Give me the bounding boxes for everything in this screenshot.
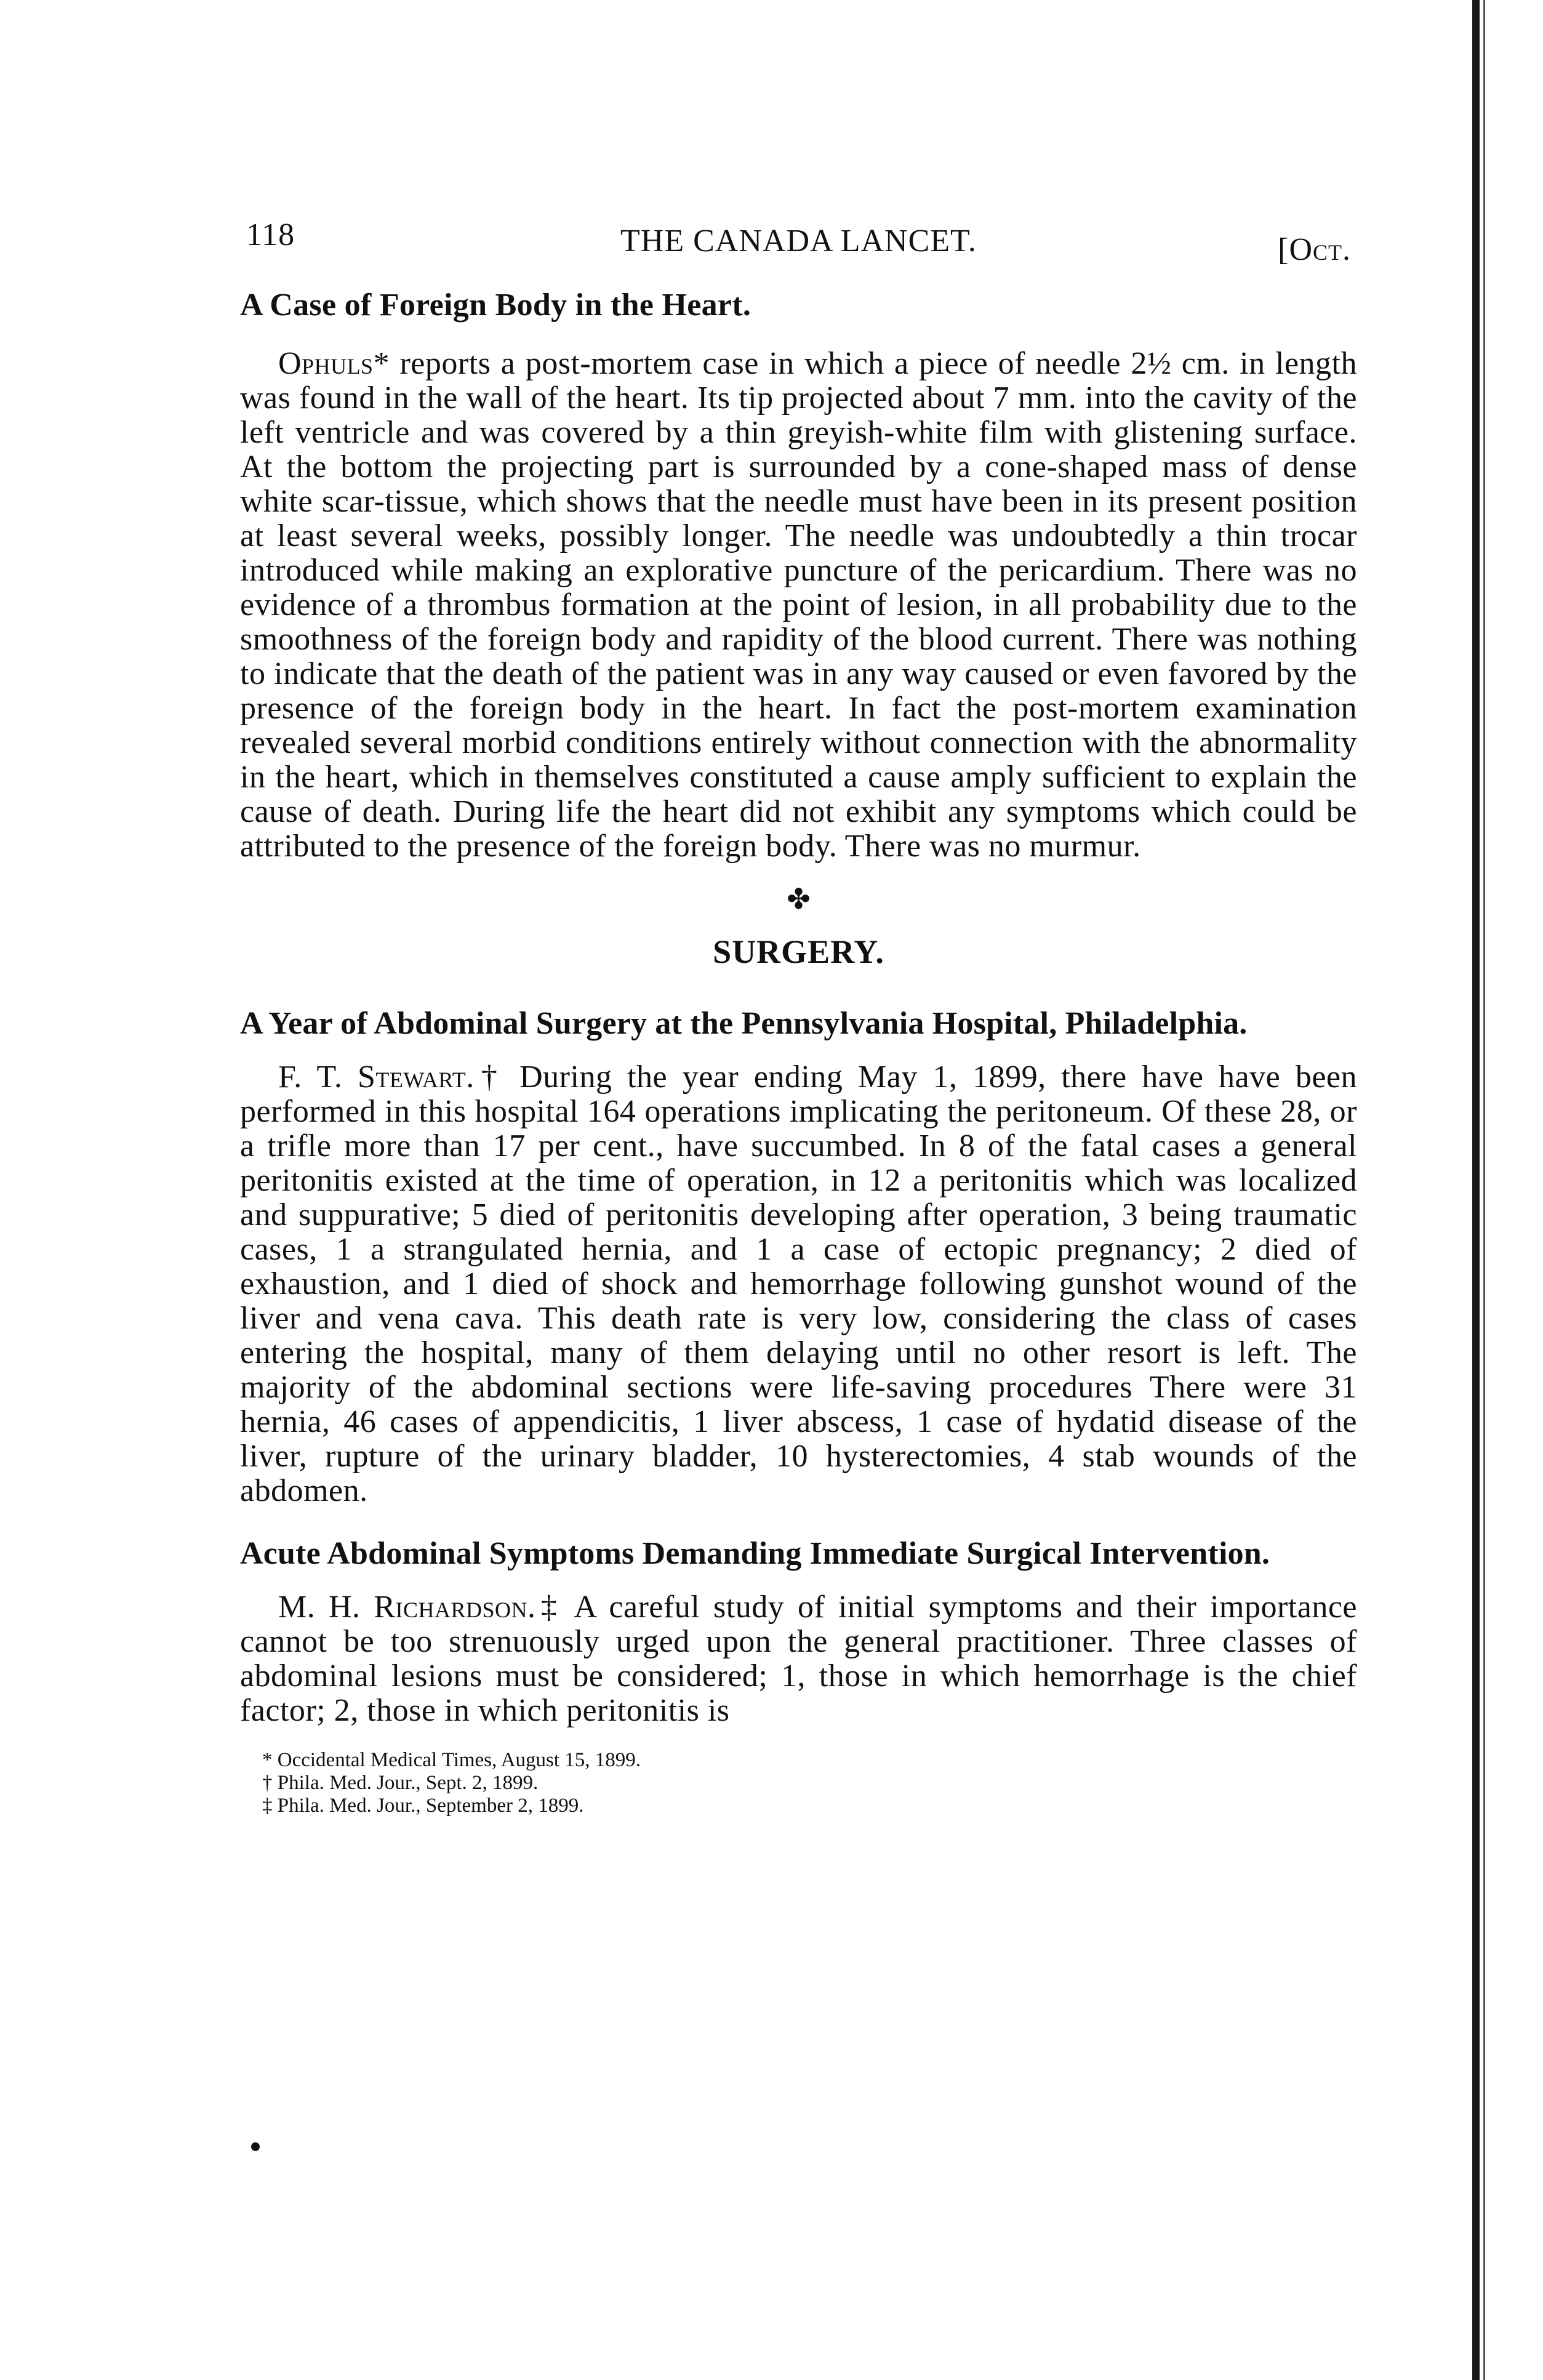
article-author-ophuls: Ophuls*	[278, 346, 390, 381]
footnote-3: ‡ Phila. Med. Jour., September 2, 1899.	[262, 1795, 584, 1817]
section-heading-surgery: SURGERY.	[713, 933, 884, 970]
footnote-2: † Phila. Med. Jour., Sept. 2, 1899.	[262, 1772, 539, 1794]
article-body-abdominal-surgery	[240, 1060, 1357, 1508]
document-page	[240, 209, 1357, 1817]
article-body-foreign-body	[240, 347, 1357, 864]
article-text-acute-abdominal: A careful study of initial symptoms and their importance cannot be too strenuously urged upon the general practitioner. Three classes of abdominal lesions must be considered; 1, those in which hemorrhage is the chief factor; 2, those in which peritonitis is	[240, 1590, 1357, 1728]
article-title-abdominal-surgery: A Year of Abdominal Surgery at the Pennsylvania Hospital, Philadelphia.	[240, 1006, 1248, 1041]
footnote-1: * Occidental Medical Times, August 15, 1899.	[262, 1749, 641, 1771]
article-text-foreign-body: reports a post-mortem case in which a piece of needle 2½ cm. in length was found in the wall of the heart. Its tip projected about 7 mm. into the cavity of the left ventricle and was covered by a thin greyish-white film with glistening surface. At the bottom the projecting part is surrounded by a cone-shaped mass of dense white scar-tissue, which shows that the needle must have been in its present position at least several weeks, possibly longer. The needle was undoubtedly a thin trocar introduced while making an explorative puncture of the pericardium. There was no evidence of a thrombus formation at the point of lesion, in all probability due to the smoothness of the foreign body and rapidity of the blood current. There was nothing to indicate that the death of the patient was in any way caused or even favored by the presence of the foreign body in the heart. In fact the post-mortem examination revealed several morbid conditions entirely without connection with the abnormality in the heart, which in themselves constituted a cause amply sufficient to explain the cause of death. During life the heart did not exhibit any symptoms which could be attributed to the presence of the foreign body. There was no murmur.	[240, 346, 1357, 864]
ink-speck	[251, 2142, 260, 2151]
journal-title: THE CANADA LANCET.	[620, 223, 977, 259]
article-author-stewart: F. T. Stewart.†	[278, 1059, 505, 1095]
page-number: 118	[246, 217, 295, 252]
page-binding-edge	[1472, 0, 1480, 2380]
page-binding-shadow	[1483, 0, 1485, 2380]
article-title-foreign-body: A Case of Foreign Body in the Heart.	[240, 287, 751, 323]
article-body-acute-abdominal	[240, 1590, 1357, 1728]
article-author-richardson: M. H. Richardson.‡	[278, 1590, 563, 1625]
issue-month: [Oct.	[1278, 232, 1351, 267]
running-head	[240, 209, 1357, 267]
section-ornament: ✤	[787, 883, 811, 915]
article-text-abdominal-surgery: During the year ending May 1, 1899, there have have been performed in this hospital 164 operations implicating the peritoneum. Of these 28, or a trifle more than 17 per cent., have succumbed. In 8 of the fatal cases a general peritonitis existed at the time of operation, in 12 a peritonitis which was localized and suppurative; 5 died of peritonitis developing after operation, 3 being traumatic cases, 1 a strangulated hernia, and 1 a case of ectopic pregnancy; 2 died of exhaustion, and 1 died of shock and hemorrhage following gunshot wound of the liver and vena cava. This death rate is very low, considering the class of cases entering the hospital, many of them delaying until no other resort is left. The majority of the abdominal sections were life-saving procedures There were 31 hernia, 46 cases of appendicitis, 1 liver abscess, 1 case of hydatid disease of the liver, rupture of the urinary bladder, 10 hysterectomies, 4 stab wounds of the abdomen.	[240, 1059, 1358, 1508]
footnotes	[262, 1749, 1357, 1817]
article-title-acute-abdominal: Acute Abdominal Symptoms Demanding Immediate Surgical Intervention.	[240, 1536, 1270, 1571]
